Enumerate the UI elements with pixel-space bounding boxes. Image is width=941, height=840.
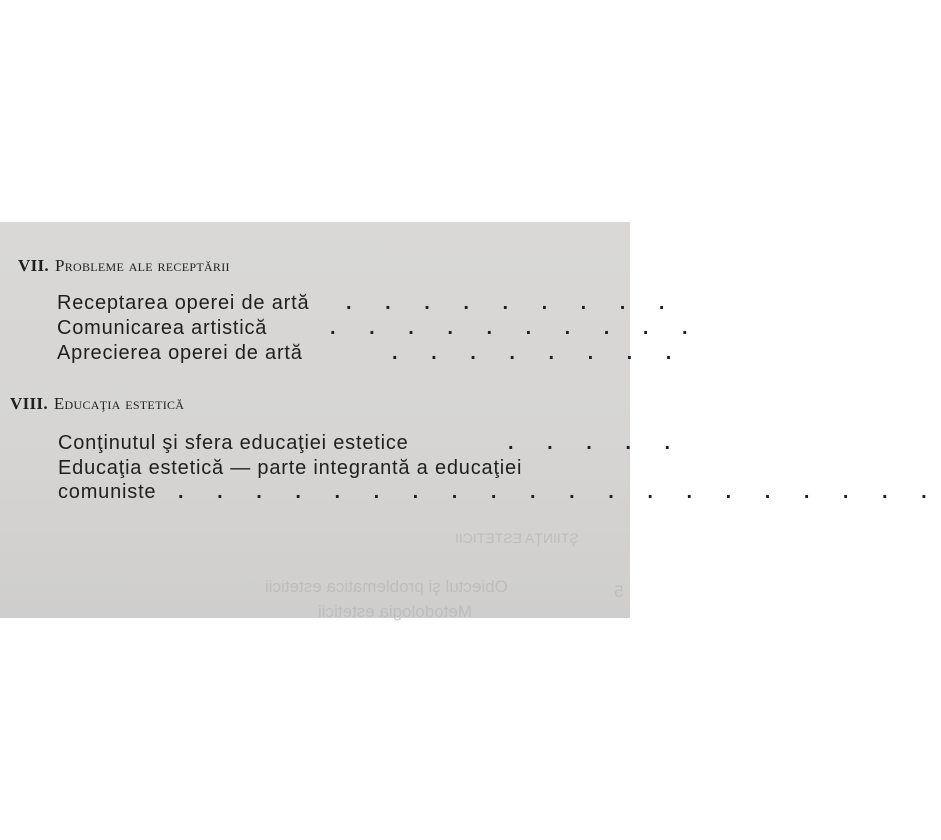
toc-entry: Conţinutul şi sfera educaţiei estetice [58, 432, 409, 454]
toc-entry: comuniste [58, 481, 157, 503]
book-page [0, 222, 941, 621]
toc-entry: Receptarea operei de artă [57, 292, 310, 314]
toc-entry: Aprecierea operei de artă [57, 342, 303, 364]
section-number: VIII. [10, 394, 48, 413]
bleed-through-line-1: Obiectul şi problematica esteticii [265, 577, 508, 596]
section-heading-vii [18, 256, 230, 276]
leader-dots: . . . . . . . . . [346, 292, 679, 314]
bleed-through-page-number: 5 [614, 582, 624, 601]
toc-entry: Comunicarea artistică [57, 317, 268, 339]
leader-dots: . . . . . . . . . . [330, 317, 702, 339]
bleed-through-line-2: Metodologia esteticii [318, 602, 473, 621]
leader-dots: . . . . . . . . [392, 342, 686, 364]
toc-entry: Educaţia estetică — parte integrantă a educaţiei [58, 457, 523, 479]
section-number: VII. [18, 256, 49, 275]
bleed-through-heading: ŞTIINŢA ESTETICII [455, 530, 579, 546]
section-title: Educaţia estetică [53, 394, 185, 413]
section-heading-viii [10, 394, 184, 414]
leader-dots: . . . . . [508, 432, 685, 454]
section-title: Probleme ale receptării [54, 256, 230, 275]
leader-dots: . . . . . . . . . . . . . . . . . . . . [178, 481, 941, 503]
